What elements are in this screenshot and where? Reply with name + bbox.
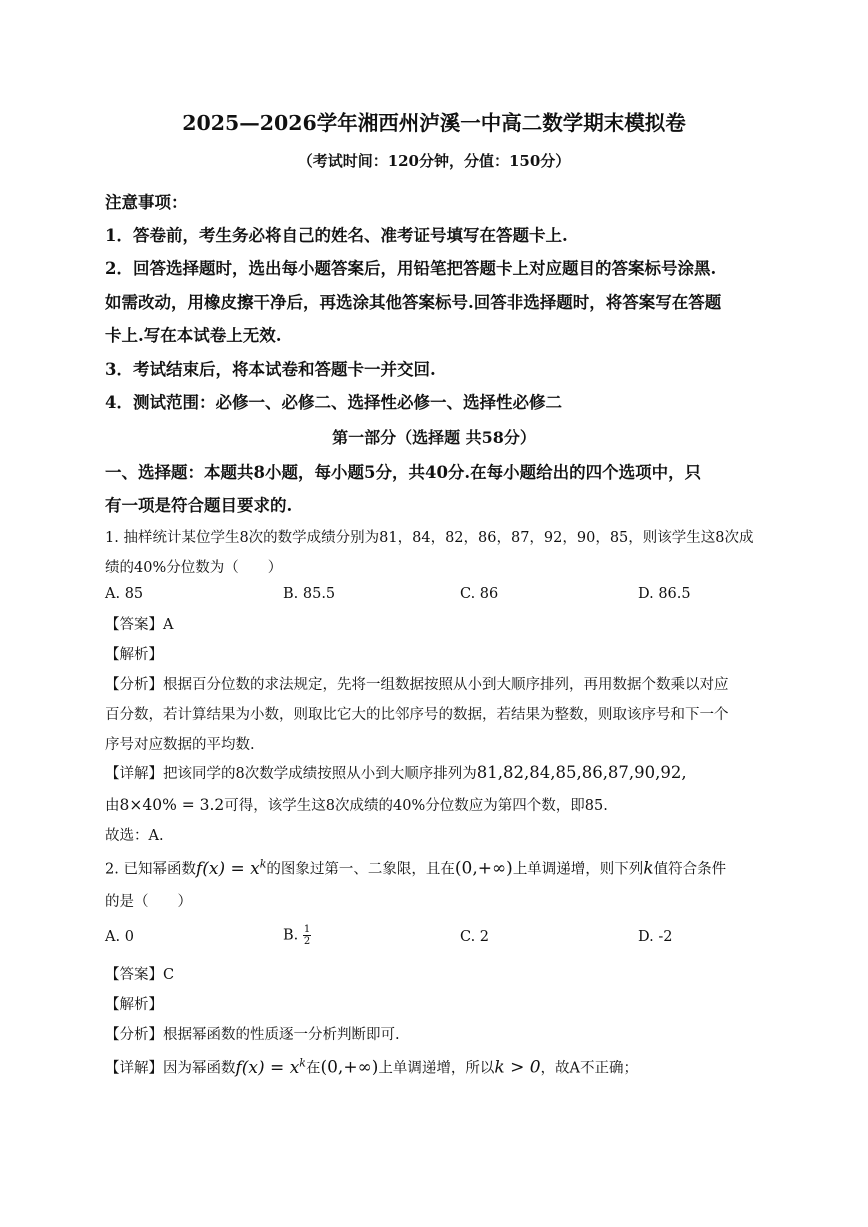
q2-analysis-label: 【解析】 [105, 997, 163, 1013]
q2-option-b-fraction [303, 924, 311, 947]
q2-detail-exponent: k [299, 1056, 306, 1069]
q2-stem-mid: 的图象过第一、二象限，且在 [266, 861, 455, 878]
q1-fenxi-line-2: 百分数，若计算结果为小数，则取比它大的比邻序号的数据，若结果为整数，则取该序号和下一个 [105, 707, 729, 723]
q2-option-b [283, 924, 311, 947]
q1-answer: 【答案】A [105, 617, 174, 633]
note-1: 1．答卷前，考生务必将自己的姓名、准考证号填写在答题卡上. [105, 226, 568, 245]
q1-option-d: D. 86.5 [638, 586, 691, 602]
q2-option-b-label: B. [283, 927, 303, 944]
q2-k-condition: k > 0 [494, 1057, 541, 1078]
q1-detail-prefix: 【详解】把该同学的8次数学成绩按照从小到大顺序排列为 [105, 766, 477, 782]
q2-stem-line-2: 的是（ ） [105, 894, 192, 910]
q2-k-symbol: k [643, 858, 654, 879]
note-2b: 如需改动，用橡皮擦干净后，再选涂其他答案标号.回答非选择题时，将答案写在答题 [105, 293, 722, 312]
q2-detail-mid: 在 [305, 1060, 321, 1077]
section-one-line-2: 有一项是符合题目要求的. [105, 496, 293, 515]
q2-exponent: k [259, 857, 267, 870]
section-one-line-1: 一、选择题：本题共8小题，每小题5分，共40分.在每小题给出的四个选项中，只 [105, 463, 702, 482]
q2-function-text: f(x) = x [195, 858, 260, 879]
note-4: 4．测试范围：必修一、必修二、选择性必修一、选择性必修二 [105, 393, 562, 412]
notes-heading: 注意事项： [105, 193, 188, 212]
q2-stem-prefix: 2. 已知幂函数 [105, 861, 196, 878]
q1-detail2-suffix: 可得，该学生这8次成绩的40%分位数应为第四个数，即85. [224, 798, 608, 814]
q1-detail-line-1 [105, 762, 687, 783]
fraction-numerator: 1 [303, 924, 311, 935]
q2-detail-interval: (0,+∞) [320, 1057, 379, 1078]
q2-option-c: C. 2 [460, 929, 490, 945]
q2-detail-line [105, 1056, 638, 1078]
note-3: 3．考试结束后，将本试卷和答题卡一并交回. [105, 360, 436, 379]
q1-choice: 故选：A. [105, 828, 164, 844]
q2-stem-line-1 [105, 857, 726, 879]
note-2a: 2．回答选择题时，选出每小题答案后，用铅笔把答题卡上对应题目的答案标号涂黑. [105, 259, 717, 278]
q1-analysis-label: 【解析】 [105, 647, 163, 663]
part-one-heading: 第一部分（选择题 共58分） [332, 428, 536, 447]
q2-detail-post: 上单调递增，所以 [378, 1060, 495, 1077]
exam-subtitle: （考试时间：120分钟，分值：150分） [297, 152, 571, 170]
exam-title: 2025—2026学年湘西州泸溪一中高二数学期末模拟卷 [182, 111, 686, 135]
q2-detail-function [236, 1058, 306, 1078]
q1-fenxi-line-1: 【分析】根据百分位数的求法规定，先将一组数据按照从小到大顺序排列，再用数据个数乘以对应 [105, 677, 729, 693]
q2-detail-prefix: 【详解】因为幂函数 [105, 1060, 236, 1077]
note-2c: 卡上.写在本试卷上无效. [105, 326, 282, 345]
q2-option-a: A. 0 [105, 929, 134, 945]
q2-stem-post: 上单调递增，则下列 [512, 861, 644, 878]
fraction-denominator: 2 [303, 936, 311, 947]
q2-interval: (0,+∞) [454, 858, 513, 879]
q2-power-function [196, 859, 266, 879]
q2-stem-end: 值符合条件 [653, 861, 727, 878]
q1-option-a: A. 85 [105, 586, 144, 602]
q1-stem-line-2: 绩的40%分位数为（ ） [105, 560, 283, 576]
q2-fenxi: 【分析】根据幂函数的性质逐一分析判断即可. [105, 1027, 400, 1043]
q1-option-b: B. 85.5 [283, 586, 336, 602]
q1-detail2-prefix: 由 [105, 798, 120, 814]
q1-percentile-formula: 8×40% = 3.2 [119, 796, 225, 814]
q1-fenxi-line-3: 序号对应数据的平均数. [105, 737, 255, 753]
q1-option-c: C. 86 [460, 586, 499, 602]
q1-stem-line-1: 1. 抽样统计某位学生8次的数学成绩分别为81，84，82，86，87，92，90，85，则该学生这8次成 [105, 530, 754, 546]
q2-detail-end: ，故A不正确； [540, 1060, 639, 1077]
q1-detail-line-2 [105, 794, 608, 815]
q2-detail-function-text: f(x) = x [235, 1057, 300, 1078]
q2-answer: 【答案】C [105, 967, 175, 983]
q1-sorted-sequence: 81,82,84,85,86,87,90,92, [476, 763, 687, 782]
q2-option-d: D. -2 [638, 929, 673, 945]
